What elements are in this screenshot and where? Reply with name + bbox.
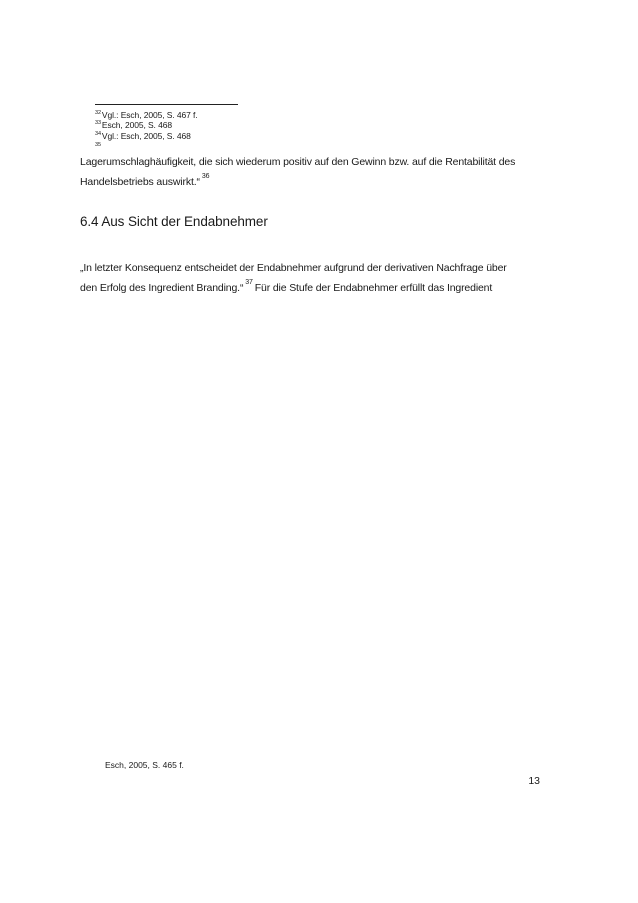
footnote-35: [95, 142, 101, 148]
footnote-text: Esch, 2005, S. 468: [101, 120, 172, 130]
paragraph-1-line-2: [80, 173, 540, 190]
footnote-text: Vgl.: Esch, 2005, S. 468: [101, 131, 191, 141]
footnote-number: 35: [95, 142, 102, 148]
paragraph-2-text-start: den Erfolg des Ingredient Branding.“: [80, 282, 244, 294]
paragraph-2-line-1: „In letzter Konsequenz entscheidet der Endabnehmer aufgrund der derivativen Nachfrage über: [80, 262, 507, 274]
section-heading: 6.4 Aus Sicht der Endabnehmer: [80, 214, 268, 229]
footnote-separator: [95, 104, 238, 105]
footnote-text: Vgl.: Esch, 2005, S. 467 f.: [101, 110, 198, 120]
footnote-number: 33: [95, 120, 101, 126]
paragraph-2-text-end: Für die Stufe der Endabnehmer erfüllt das Ingredient: [254, 282, 493, 294]
page-number: 13: [528, 775, 540, 787]
footnote-number: 34: [95, 131, 101, 137]
paragraph-1-line-1: Lagerumschlaghäufigkeit, die sich wiederum positiv auf den Gewinn bzw. auf die Rentabilität des: [80, 156, 516, 168]
footnote-reference-36: 36: [201, 173, 210, 180]
paragraph-2-line-2: [80, 279, 540, 296]
footnote-34: [95, 129, 191, 141]
footnote-bottom: Esch, 2005, S. 465 f.: [105, 760, 184, 770]
footnote-reference-37: 37: [245, 279, 253, 286]
footnote-number: 32: [95, 110, 101, 116]
paragraph-1-text: Handelsbetriebs auswirkt.“: [80, 176, 200, 188]
